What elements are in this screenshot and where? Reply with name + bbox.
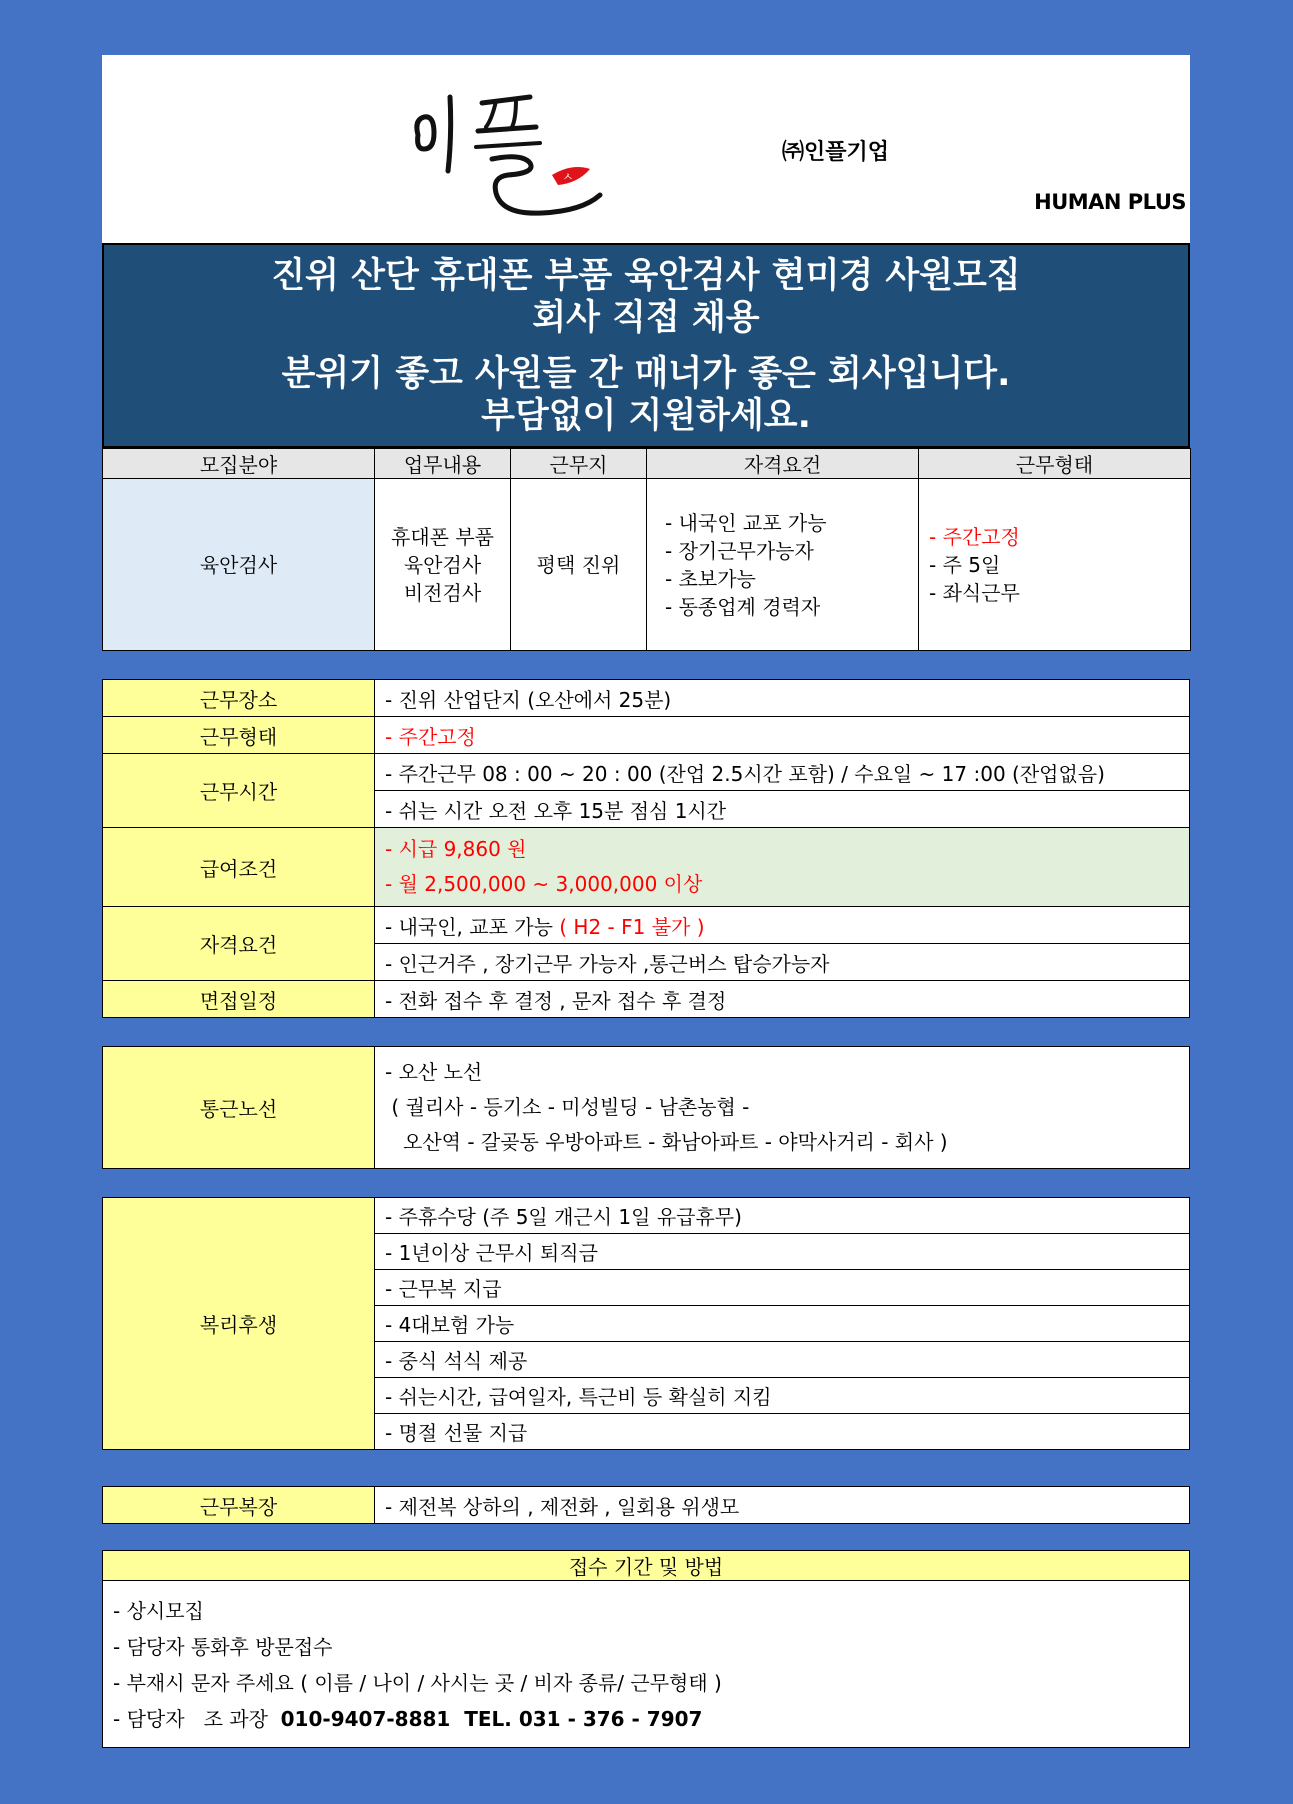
detail-row-pay: [103, 828, 1190, 907]
apply-line: - 부재시 문자 주세요 ( 이름 / 나이 / 사시는 곳 / 비자 종류/ 근무형태 ): [113, 1671, 722, 1695]
banner-line-1: 진위 산단 휴대폰 부품 육안검사 현미경 사원모집: [271, 256, 1021, 296]
work-type-item: - 좌식근무: [929, 580, 1020, 605]
place-value: - 진위 산업단지 (오산에서 25분): [375, 680, 1190, 717]
title-banner: [102, 243, 1190, 448]
header-duties: 업무내용: [375, 449, 511, 479]
apply-table: [102, 1550, 1190, 1748]
benefits-table: [102, 1197, 1190, 1450]
work-type-item: - 주 5일: [929, 552, 1001, 577]
commute-line-2: ( 궐리사 - 등기소 - 미성빌딩 - 남촌농협 -: [385, 1095, 750, 1119]
banner-line-3: 분위기 좋고 사원들 간 매너가 좋은 회사입니다.: [281, 354, 1011, 394]
benefit-item: - 주휴수당 (주 5일 개근시 1일 유급휴무): [375, 1198, 1190, 1234]
commute-line-1: - 오산 노선: [385, 1060, 483, 1084]
job-posting-sheet: [102, 55, 1190, 1748]
duty-item: 육안검사: [403, 552, 482, 577]
apply-body-row: [103, 1581, 1190, 1748]
qual-value-1: [375, 907, 1190, 944]
interview-label: 면접일정: [103, 981, 375, 1018]
interview-value: - 전화 접수 후 결정 , 문자 접수 후 결정: [375, 981, 1190, 1018]
benefit-item: - 근무복 지급: [375, 1270, 1190, 1306]
duties-cell: [375, 479, 511, 651]
header: [102, 55, 1190, 243]
uniform-label: 근무복장: [103, 1487, 375, 1524]
benefit-row: [103, 1198, 1190, 1234]
uniform-row: [103, 1487, 1190, 1524]
apply-line: - 담당자 통화후 방문접수: [113, 1635, 333, 1659]
duty-item: 비전검사: [403, 580, 482, 605]
duty-item: 휴대폰 부품: [391, 524, 494, 549]
commute-table: [102, 1046, 1190, 1169]
hours-value-1: - 주간근무 08 : 00 ~ 20 : 00 (잔업 2.5시간 포함) / 수요일 ~ 17 :00 (잔업없음): [375, 754, 1190, 791]
svg-text:ㅅ: ㅅ: [562, 170, 574, 184]
banner-line-2: 회사 직접 채용: [532, 298, 760, 338]
field-value: 육안검사: [199, 552, 278, 577]
apply-contact: [113, 1701, 1179, 1737]
details-table: [102, 679, 1190, 1018]
work-type-item: - 주간고정: [929, 524, 1020, 549]
pay-monthly: - 월 2,500,000 ~ 3,000,000 이상: [385, 872, 703, 896]
benefit-item: - 중식 석식 제공: [375, 1342, 1190, 1378]
benefit-item: - 쉬는시간, 급여일자, 특근비 등 확실히 지킴: [375, 1378, 1190, 1414]
contact-person: - 담당자 조 과장: [113, 1707, 281, 1731]
detail-row-interview: [103, 981, 1190, 1018]
detail-row-type: [103, 717, 1190, 754]
brand-name: HUMAN PLUS: [1034, 190, 1186, 214]
commute-row: [103, 1047, 1190, 1169]
place-label: 근무장소: [103, 680, 375, 717]
banner-line-4: 부담없이 지원하세요.: [481, 396, 811, 436]
pay-value: [375, 828, 1190, 907]
qual-visa-note: ( H2 - F1 불가 ): [559, 914, 705, 939]
hours-label: 근무시간: [103, 754, 375, 828]
detail-row-place: [103, 680, 1190, 717]
detail-row-qual-1: [103, 907, 1190, 944]
summary-header-row: [103, 449, 1191, 479]
header-qualifications: 자격요건: [647, 449, 919, 479]
qualification-item: - 내국인 교포 가능: [665, 510, 827, 535]
uniform-table: [102, 1486, 1190, 1524]
qualification-item: - 초보가능: [665, 566, 756, 591]
uniform-value: - 제전복 상하의 , 제전화 , 일회용 위생모: [375, 1487, 1190, 1524]
qualification-item: - 장기근무가능자: [665, 538, 814, 563]
commute-label: 통근노선: [103, 1047, 375, 1169]
apply-line: - 상시모집: [113, 1599, 204, 1623]
benefit-item: - 명절 선물 지급: [375, 1414, 1190, 1450]
pay-label: 급여조건: [103, 828, 375, 907]
qualifications-cell: [647, 479, 919, 651]
header-work-type: 근무형태: [919, 449, 1191, 479]
apply-title: 접수 기간 및 방법: [103, 1551, 1190, 1581]
contact-numbers: 010-9407-8881 TEL. 031 - 376 - 7907: [280, 1707, 703, 1731]
commute-line-3: 오산역 - 갈곶동 우방아파트 - 화남아파트 - 야막사거리 - 회사 ): [403, 1130, 948, 1154]
benefits-label: 복리후생: [103, 1198, 375, 1450]
benefit-item: - 4대보험 가능: [375, 1306, 1190, 1342]
hours-value-2: - 쉬는 시간 오전 오후 15분 점심 1시간: [375, 791, 1190, 828]
work-type-cell: [919, 479, 1191, 651]
commute-value: [375, 1047, 1190, 1169]
location-cell: 평택 진위: [511, 479, 647, 651]
qualification-item: - 동종업계 경력자: [665, 594, 821, 619]
apply-body: [103, 1581, 1190, 1748]
company-name: ㈜인플기업: [782, 140, 890, 165]
apply-header-row: [103, 1551, 1190, 1581]
summary-row: [103, 479, 1191, 651]
qual-label: 자격요건: [103, 907, 375, 981]
header-location: 근무지: [511, 449, 647, 479]
header-field: 모집분야: [103, 449, 375, 479]
company-logo: [412, 75, 732, 235]
qual-text: - 내국인, 교포 가능: [385, 914, 560, 939]
summary-table: [102, 448, 1191, 651]
benefit-item: - 1년이상 근무시 퇴직금: [375, 1234, 1190, 1270]
type-label: 근무형태: [103, 717, 375, 754]
field-cell: [103, 479, 375, 651]
pay-hourly: - 시급 9,860 원: [385, 837, 527, 861]
qual-value-2: - 인근거주 , 장기근무 가능자 ,통근버스 탑승가능자: [375, 944, 1190, 981]
type-value: - 주간고정: [375, 717, 1190, 754]
detail-row-hours-1: [103, 754, 1190, 791]
